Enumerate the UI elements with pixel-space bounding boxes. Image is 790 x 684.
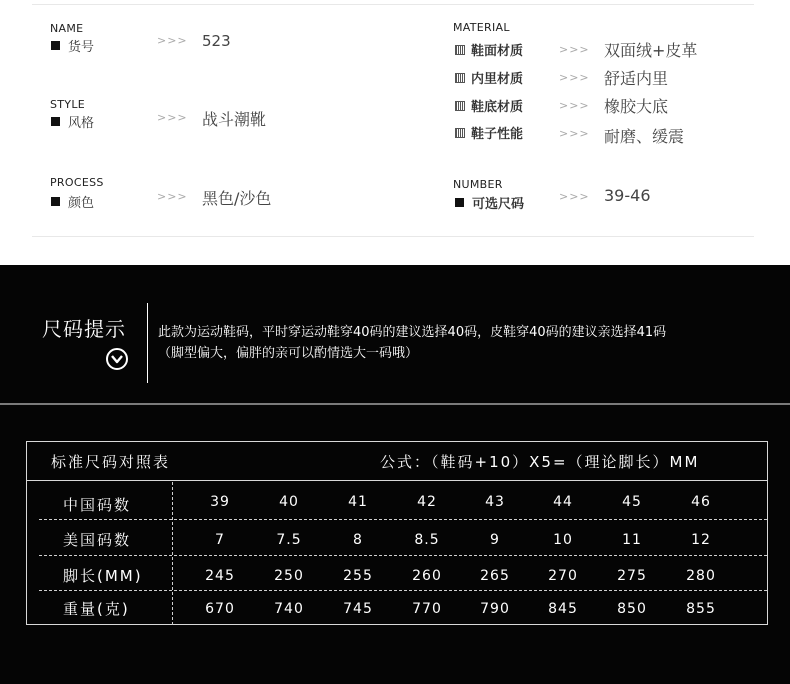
name-value: 523	[202, 32, 231, 50]
process-label-en: PROCESS	[50, 176, 104, 189]
table-cell: 670	[205, 601, 235, 617]
table-row-label-us: 美国码数	[63, 531, 132, 549]
material-row-sole	[455, 96, 523, 115]
table-cell: 46	[691, 494, 711, 510]
process-value: 黑色/沙色	[202, 189, 272, 208]
material-sole-arrow: >>>	[559, 99, 590, 112]
table-cell: 7.5	[276, 532, 302, 548]
material-row-lining	[455, 68, 523, 87]
material-performance-label: 鞋子性能	[471, 127, 524, 142]
chevron-down-icon	[111, 354, 123, 364]
style-label-zh	[51, 112, 94, 131]
table-column-divider	[172, 482, 173, 625]
table-row-label-length: 脚长(MM)	[63, 567, 143, 585]
material-row-performance	[455, 123, 523, 142]
material-upper-arrow: >>>	[559, 43, 590, 56]
size-tip-line-2: （脚型偏大，偏胖的亲可以酌情选大一码哦）	[158, 346, 419, 361]
table-cell: 42	[417, 494, 437, 510]
process-arrow: >>>	[157, 190, 188, 203]
table-cell: 7	[215, 532, 225, 548]
table-cell: 8	[353, 532, 363, 548]
number-label-en: NUMBER	[453, 178, 503, 191]
square-bullet-icon	[51, 197, 60, 206]
band-grey-rule	[0, 403, 790, 405]
table-cell: 260	[412, 568, 442, 584]
grid-bullet-icon	[455, 73, 465, 83]
grid-bullet-icon	[455, 101, 465, 111]
size-tip-divider	[147, 303, 148, 383]
table-cell: 44	[553, 494, 573, 510]
table-cell: 790	[480, 601, 510, 617]
table-cell: 250	[274, 568, 304, 584]
material-row-upper	[455, 40, 523, 59]
material-upper-value: 双面绒+皮革	[604, 41, 698, 60]
name-label-text: 货号	[68, 40, 95, 55]
table-cell: 280	[686, 568, 716, 584]
card-bottom-divider	[32, 236, 754, 237]
table-row-divider	[39, 555, 767, 556]
material-sole-value: 橡胶大底	[604, 97, 669, 116]
material-upper-label: 鞋面材质	[471, 44, 524, 59]
material-performance-value: 耐磨、缓震	[604, 127, 685, 146]
table-cell: 11	[622, 532, 642, 548]
table-cell: 740	[274, 601, 304, 617]
table-cell: 12	[691, 532, 711, 548]
product-attributes-card	[0, 0, 790, 265]
style-arrow: >>>	[157, 111, 188, 124]
grid-bullet-icon	[455, 128, 465, 138]
number-label-zh	[455, 193, 524, 212]
table-cell: 39	[210, 494, 230, 510]
table-cell: 855	[686, 601, 716, 617]
table-header-separator	[27, 480, 767, 481]
grid-bullet-icon	[455, 45, 465, 55]
table-cell: 9	[490, 532, 500, 548]
square-bullet-icon	[51, 117, 60, 126]
process-label-zh	[51, 192, 94, 211]
table-cell: 770	[412, 601, 442, 617]
size-chart-table	[26, 441, 768, 625]
table-row-label-weight: 重量(克)	[63, 600, 130, 618]
table-cell: 8.5	[414, 532, 440, 548]
material-lining-label: 内里材质	[471, 72, 524, 87]
table-cell: 41	[348, 494, 368, 510]
table-cell: 255	[343, 568, 373, 584]
style-label-text: 风格	[68, 116, 95, 131]
table-cell: 275	[617, 568, 647, 584]
table-cell: 265	[480, 568, 510, 584]
style-label-en: STYLE	[50, 98, 85, 111]
table-row-divider	[39, 590, 767, 591]
name-label-zh	[51, 36, 94, 55]
process-label-text: 颜色	[68, 196, 95, 211]
square-bullet-icon	[455, 198, 464, 207]
size-tip-title: 尺码提示	[42, 317, 126, 341]
name-label-en: NAME	[50, 22, 84, 35]
table-row-label-cn: 中国码数	[63, 496, 132, 514]
table-cell: 270	[548, 568, 578, 584]
material-sole-label: 鞋底材质	[471, 100, 524, 115]
chevron-down-circle-icon[interactable]	[106, 348, 128, 370]
table-cell: 10	[553, 532, 573, 548]
square-bullet-icon	[51, 41, 60, 50]
card-top-divider	[32, 4, 754, 5]
table-cell: 45	[622, 494, 642, 510]
style-value: 战斗潮靴	[202, 110, 267, 129]
material-label-en: MATERIAL	[453, 21, 510, 34]
number-arrow: >>>	[559, 190, 590, 203]
name-arrow: >>>	[157, 34, 188, 47]
size-tip-line-1: 此款为运动鞋码，平时穿运动鞋穿40码的建议选择40码，皮鞋穿40码的建议亲选择41码	[158, 325, 667, 340]
material-lining-value: 舒适内里	[604, 69, 669, 88]
size-chart-formula: 公式：（鞋码+10）X5=（理论脚长）MM	[380, 453, 700, 471]
table-cell: 245	[205, 568, 235, 584]
material-performance-arrow: >>>	[559, 127, 590, 140]
table-row-divider	[39, 519, 767, 520]
number-label-text: 可选尺码	[472, 197, 525, 212]
table-cell: 40	[279, 494, 299, 510]
table-cell: 43	[485, 494, 505, 510]
number-value: 39-46	[604, 186, 651, 205]
size-chart-title: 标准尺码对照表	[51, 453, 171, 471]
material-lining-arrow: >>>	[559, 71, 590, 84]
table-cell: 745	[343, 601, 373, 617]
table-cell: 850	[617, 601, 647, 617]
table-cell: 845	[548, 601, 578, 617]
